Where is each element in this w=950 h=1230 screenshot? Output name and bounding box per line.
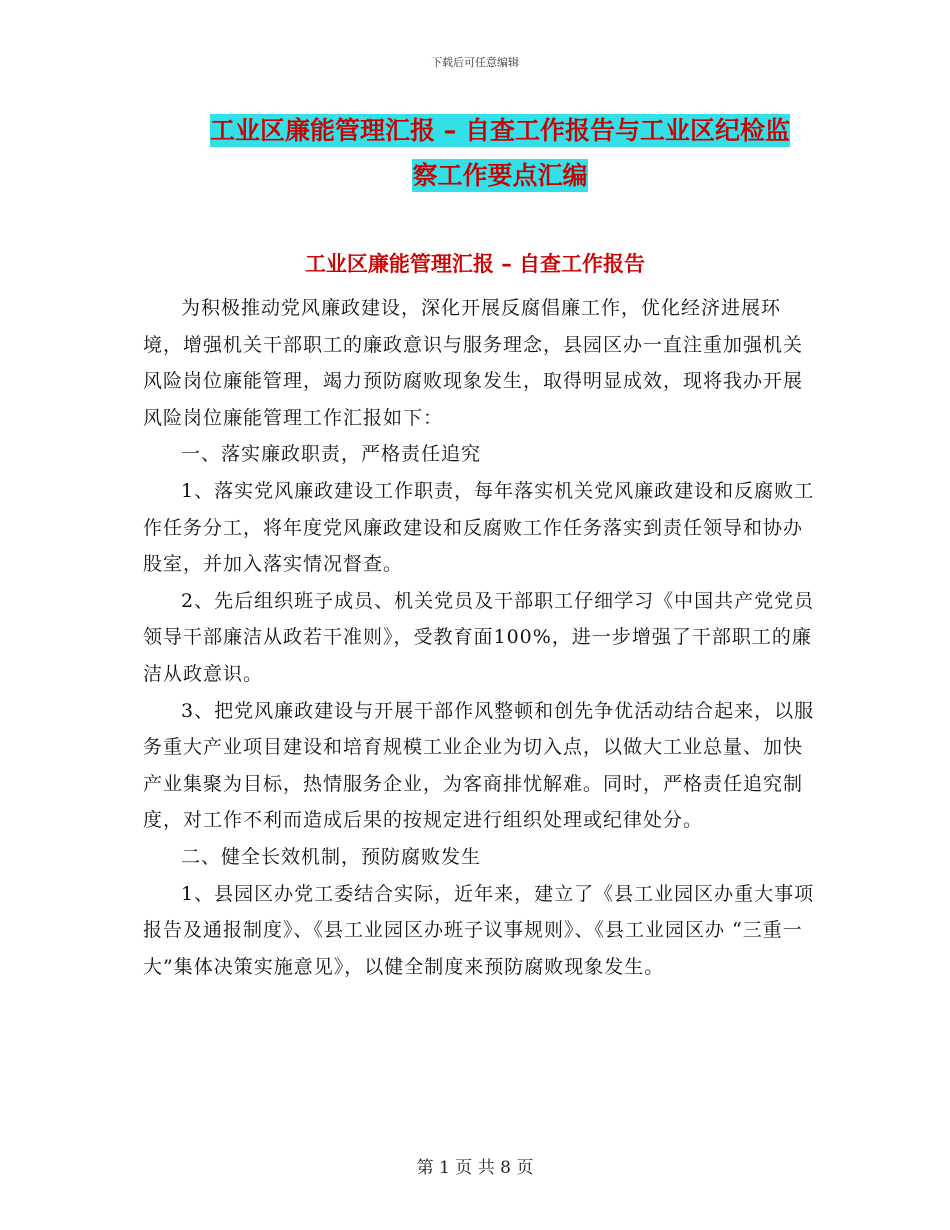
paragraph-1-3: 3、把党风廉政建设与开展干部作风整顿和创先争优活动结合起来，以服务重大产业项目建设和培育规模工业企业为切入点，以做大工业总量、加快产业集聚为目标，热情服务企业，为客商排忧解难。同时，严格责任追究制度，对工作不利而造成后果的按规定进行组织处理或纪律处分。 xyxy=(143,699,815,832)
heading-section-2: 二、健全长效机制，预防腐败发生 xyxy=(181,845,482,868)
page-footer: 第 1 页 共 8 页 xyxy=(416,1158,534,1178)
body-text xyxy=(143,290,815,985)
header-note: 下载后可任意编辑 xyxy=(431,56,519,69)
main-title xyxy=(120,108,880,198)
heading-section-1: 一、落实廉政职责，严格责任追究 xyxy=(181,443,482,466)
paragraph-1-1: 1、落实党风廉政建设工作职责，每年落实机关党风廉政建设和反腐败工作任务分工，将年度党风廉政建设和反腐败工作任务落实到责任领导和协办股室，并加入落实情况督查。 xyxy=(143,479,815,576)
paragraph-intro: 为积极推动党风廉政建设，深化开展反腐倡廉工作，优化经济进展环境，增强机关干部职工的廉政意识与服务理念，县园区办一直注重加强机关风险岗位廉能管理，竭力预防腐败现象发生，取得明显成效，现将我办开展风险岗位廉能管理工作汇报如下： xyxy=(143,297,804,429)
main-title-line-1: 工业区廉能管理汇报 – 自查工作报告与工业区纪检监 xyxy=(210,116,790,145)
paragraph-2-1: 1、县园区办党工委结合实际，近年来，建立了《县工业园区办重大事项报告及通报制度》、《县工业园区办班子议事规则》、《县工业园区办 “三重一大”集体决策实施意见》，以健全制度来预防腐败现象发生。 xyxy=(143,882,815,978)
section-title: 工业区廉能管理汇报 – 自查工作报告 xyxy=(304,252,646,276)
paragraph-1-2: 2、先后组织班子成员、机关党员及干部职工仔细学习《中国共产党党员领导干部廉洁从政若干准则》，受教育面100%，进一步增强了干部职工的廉洁从政意识。 xyxy=(143,589,815,685)
main-title-line-2: 察工作要点汇编 xyxy=(412,161,588,190)
